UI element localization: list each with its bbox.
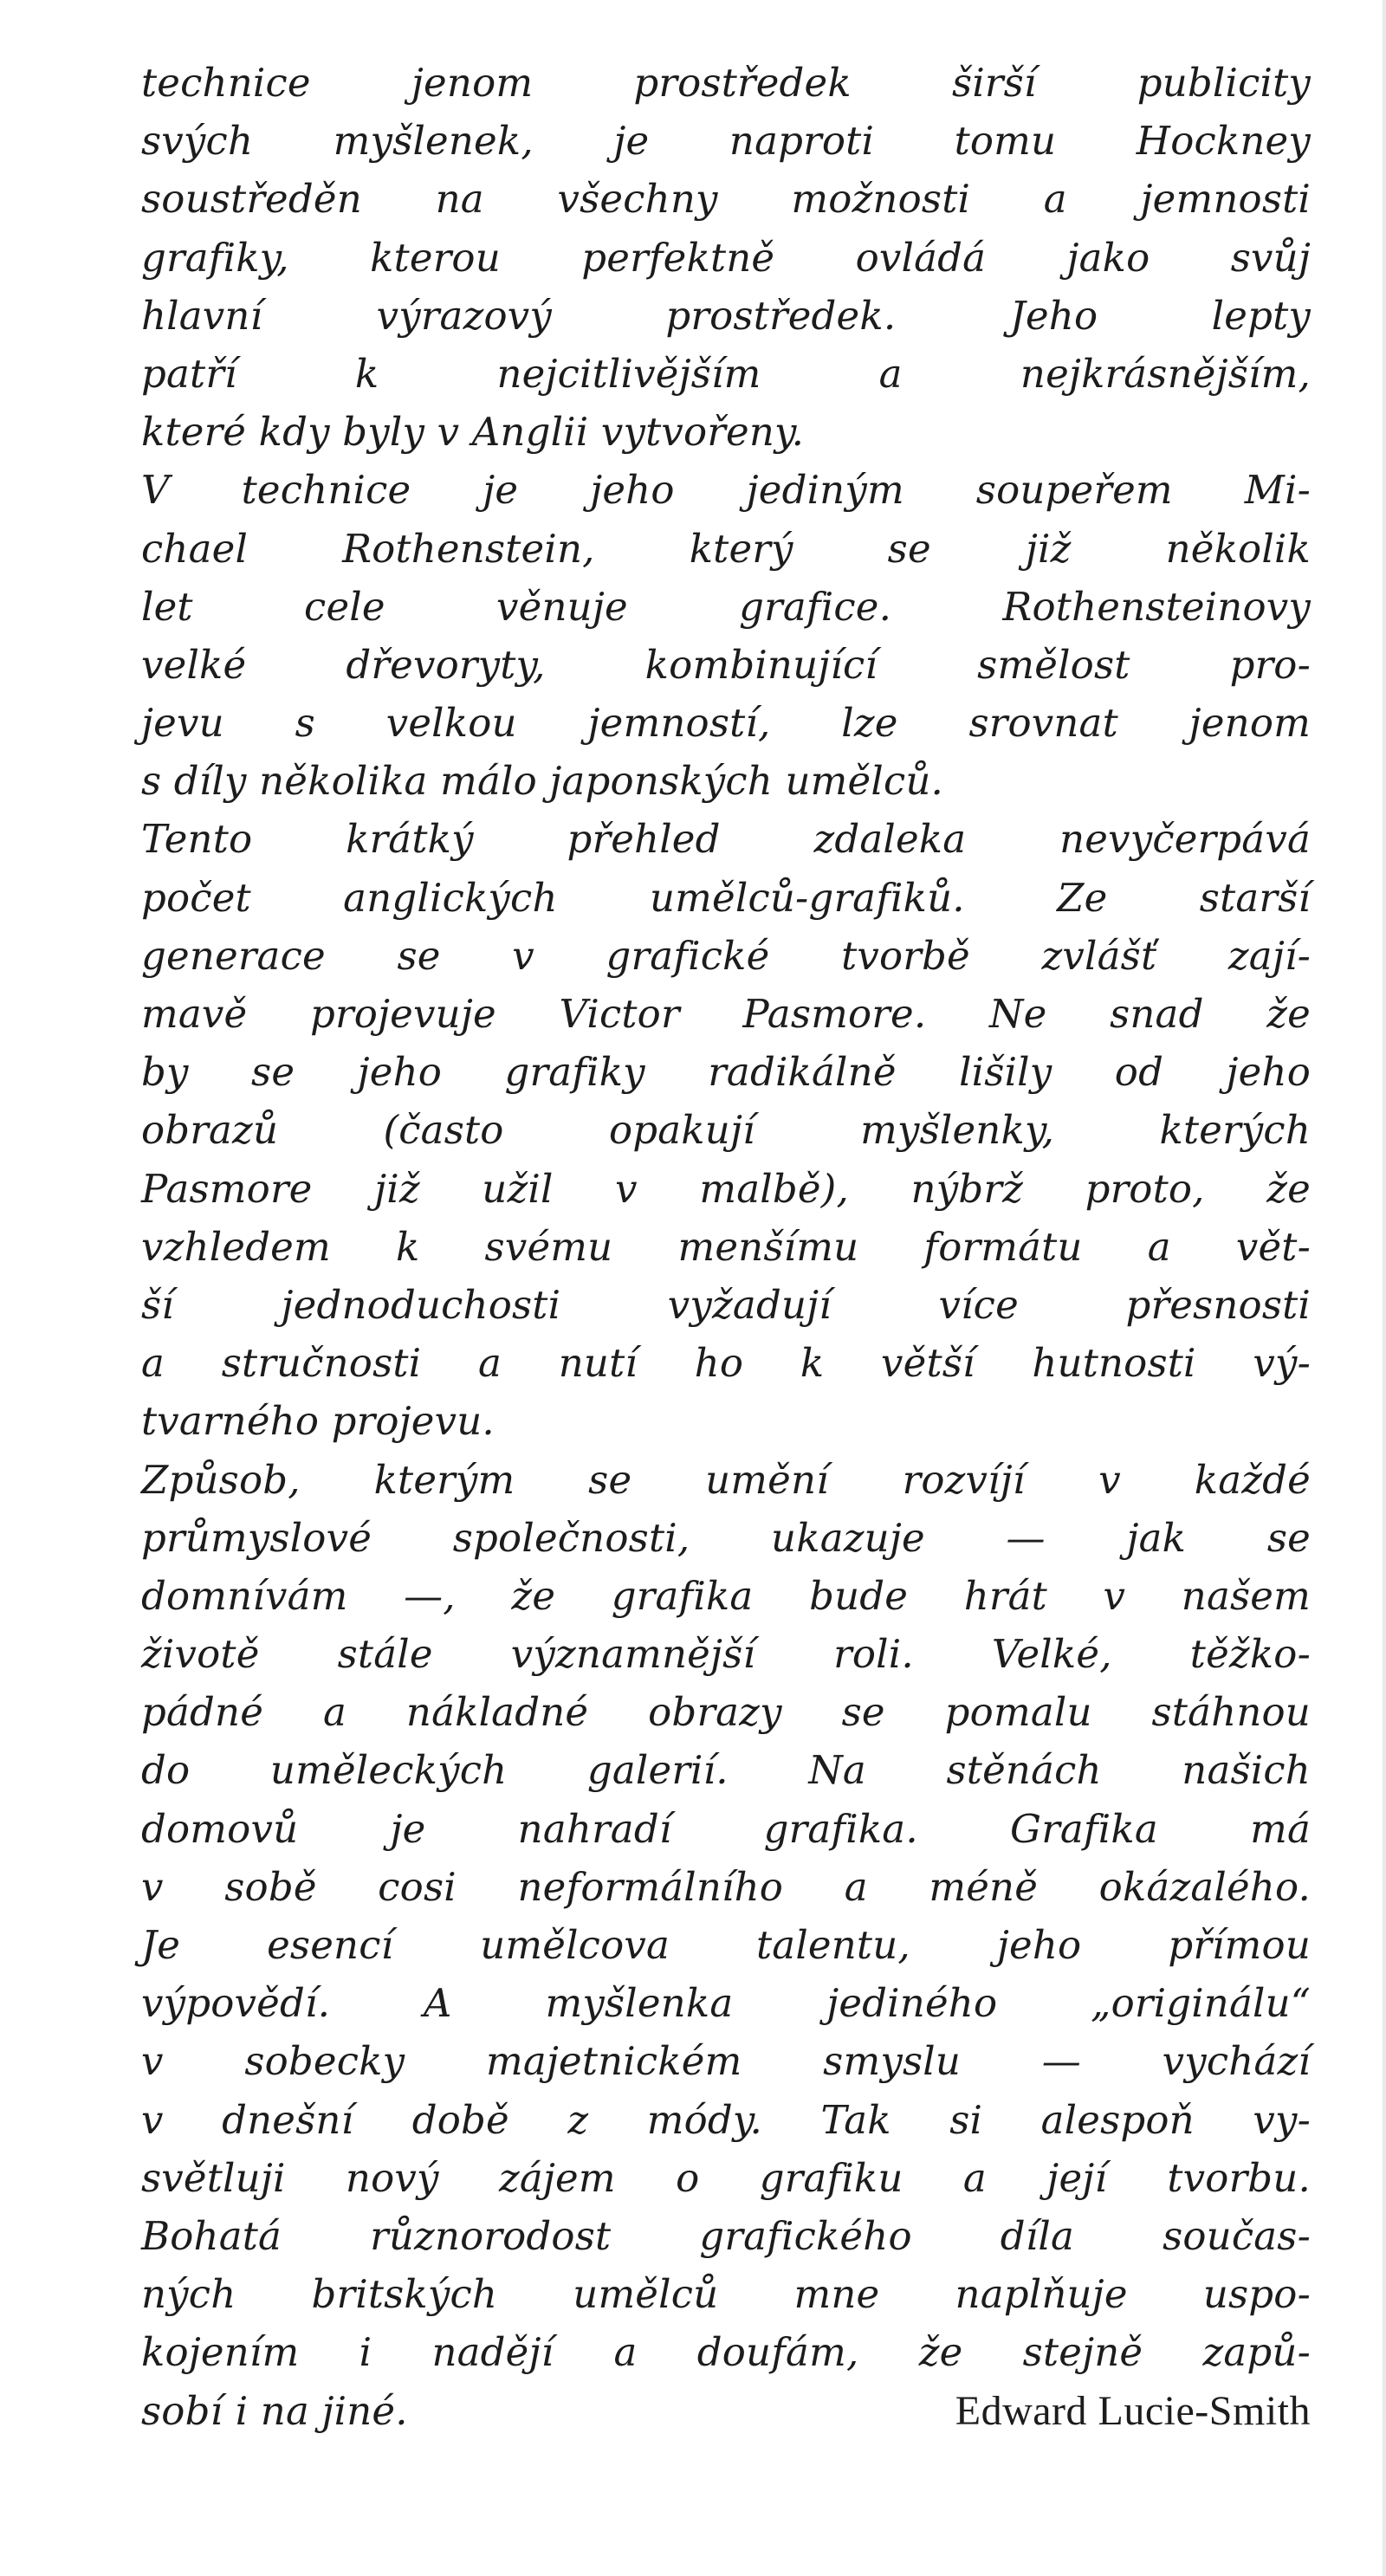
text-line: jevu s velkou jemností, lze srovnat jenom <box>141 700 1311 747</box>
text-line: ných britských umělců mne naplňuje uspo- <box>141 2271 1311 2318</box>
text-line: let cele věnuje grafice. Rothensteinovy <box>141 583 1311 630</box>
text-line: v sobě cosi neformálního a méně okázalého. <box>141 1863 1311 1910</box>
text-line: průmyslové společnosti, ukazuje — jak se <box>141 1514 1311 1561</box>
text-line: patří k nejcitlivějším a nejkrásnějším, <box>141 350 1311 397</box>
text-line: tvarného projevu. <box>141 1398 495 1445</box>
text-line: které kdy byly v Anglii vytvořeny. <box>141 409 805 456</box>
text-line: výpovědí. A myšlenka jediného „originálu“ <box>141 1980 1311 2027</box>
page-edge <box>1383 0 1386 2576</box>
text-line: hlavní výrazový prostředek. Jeho lepty <box>141 292 1311 339</box>
text-line: do uměleckých galerií. Na stěnách našich <box>141 1747 1311 1794</box>
text-line: velké dřevoryty, kombinující smělost pro- <box>141 641 1311 688</box>
text-line: kojením i nadějí a doufám, že stejně zapů- <box>141 2329 1311 2376</box>
closing-text: sobí i na jiné. <box>141 2387 408 2434</box>
text-line: Tento krátký přehled zdaleka nevyčerpává <box>141 816 1311 863</box>
text-line: Bohatá různorodost grafického díla součas- <box>141 2212 1311 2259</box>
text-line: domovů je nahradí grafika. Grafika má <box>141 1805 1311 1852</box>
text-line: počet anglických umělců-grafiků. Ze starší <box>141 874 1311 921</box>
text-line: generace se v grafické tvorbě zvlášť zají- <box>141 932 1311 979</box>
text-line: Způsob, kterým se umění rozvíjí v každé <box>141 1456 1311 1503</box>
text-line: by se jeho grafiky radikálně lišily od jeho <box>141 1049 1311 1096</box>
text-line: V technice je jeho jediným soupeřem Mi- <box>141 467 1311 514</box>
text-line: technice jenom prostředek širší publicity <box>141 60 1311 106</box>
text-line: a stručnosti a nutí ho k větší hutnosti vý- <box>141 1340 1311 1387</box>
text-line: s díly několika málo japonských umělců. <box>141 758 944 805</box>
text-line: domnívám —, že grafika bude hrát v našem <box>141 1572 1311 1619</box>
text-line: Pasmore již užil v malbě), nýbrž proto, že <box>141 1165 1311 1212</box>
text-line: svých myšlenek, je naproti tomu Hockney <box>141 118 1311 165</box>
text-line: pádné a nákladné obrazy se pomalu stáhnou <box>141 1689 1311 1736</box>
text-line: grafiky, kterou perfektně ovládá jako svůj <box>141 234 1311 281</box>
signoff-line <box>141 2382 1311 2440</box>
text-line: mavě projevuje Victor Pasmore. Ne snad že <box>141 991 1311 1037</box>
text-column <box>141 54 1311 2440</box>
text-line: světluji nový zájem o grafiku a její tvorbu. <box>141 2154 1311 2201</box>
text-line: chael Rothenstein, který se již několik <box>141 525 1311 572</box>
text-line: soustředěn na všechny možnosti a jemnosti <box>141 176 1311 223</box>
text-line: obrazů (často opakují myšlenky, kterých <box>141 1107 1311 1154</box>
text-line: v sobecky majetnickém smyslu — vychází <box>141 2038 1311 2085</box>
text-line: ší jednoduchosti vyžadují více přesnosti <box>141 1281 1311 1328</box>
text-line: Je esencí umělcova talentu, jeho přímou <box>141 1922 1311 1968</box>
text-line: vzhledem k svému menšímu formátu a vět- <box>141 1223 1311 1270</box>
author-signature: Edward Lucie-Smith <box>955 2387 1311 2434</box>
text-line: v dnešní době z módy. Tak si alespoň vy- <box>141 2096 1311 2143</box>
text-line: životě stále významnější roli. Velké, těžko- <box>141 1631 1311 1678</box>
